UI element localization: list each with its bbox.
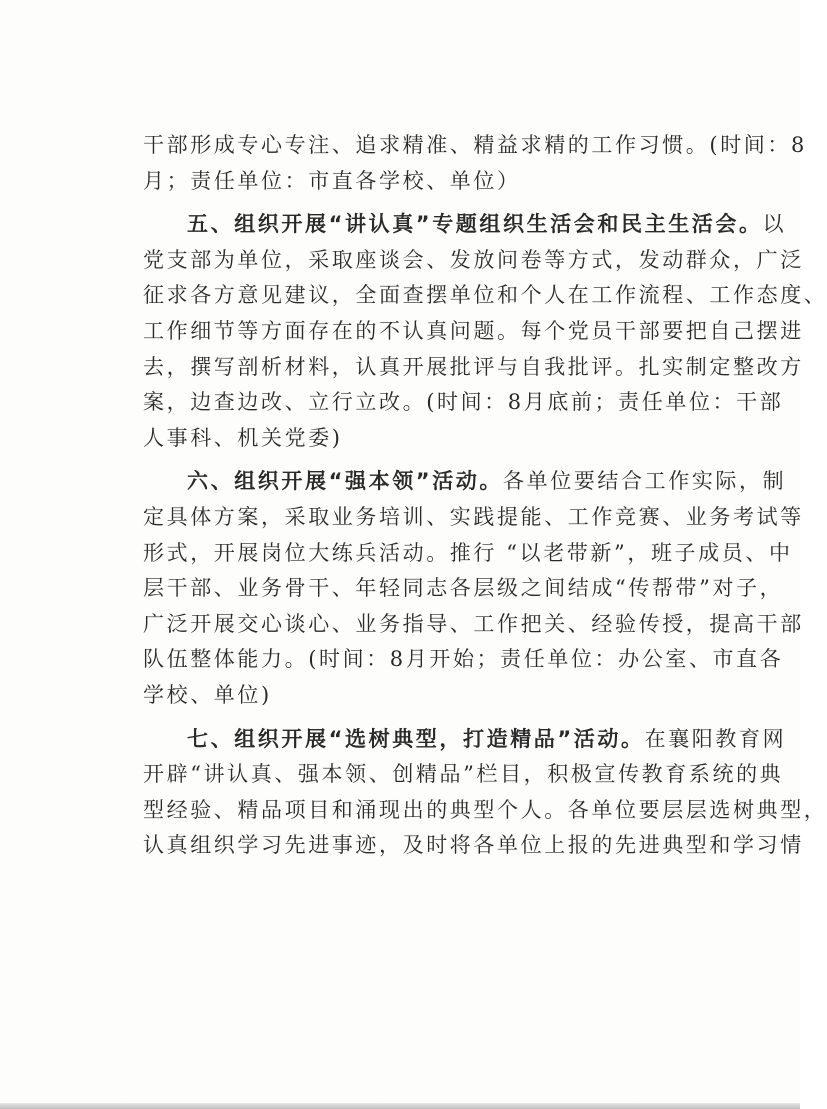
body-line: 型经验、精品项目和涌现出的典型个人。各单位要层层选树典型，	[143, 797, 827, 822]
body-line: 党支部为单位，采取座谈会、发放问卷等方式，发动群众，广泛	[143, 247, 804, 272]
body-line: 干部形成专心专注、追求精准、精益求精的工作习惯。(时间：8	[143, 133, 807, 157]
body-line: 征求各方意见建议，全面查摆单位和个人在工作流程、工作态度、	[143, 283, 827, 308]
body-line: 月；责任单位：市直各学校、单位）	[143, 168, 521, 193]
body-line: 案，边查边改、立行立改。(时间：8月底前；责任单位：干部	[143, 390, 784, 415]
section-six-heading: 六、组织开展“强本领”活动。	[187, 469, 504, 494]
section-seven-heading: 七、组织开展“选树典型，打造精品”活动。	[187, 726, 645, 751]
body-line: 工作细节等方面存在的不认真问题。每个党员干部要把自己摆进	[143, 318, 804, 343]
body-text: 以	[762, 212, 787, 237]
body-line: 人事科、机关党委)	[143, 425, 343, 450]
body-line: 开辟“讲认真、强本领、创精品”栏目，积极宣传教育系统的典	[143, 762, 784, 787]
body-line: 队伍整体能力。(时间：8月开始；责任单位：办公室、市直各	[143, 647, 784, 672]
document-body	[143, 128, 827, 864]
section-five-first-line	[143, 207, 787, 243]
body-line: 认真组织学习先进事迹，及时将各单位上报的先进典型和学习情	[143, 833, 804, 858]
body-text: 在襄阳教育网	[644, 726, 787, 751]
page-bottom-edge	[0, 1103, 800, 1109]
body-line: 层干部、业务骨干、年轻同志各层级之间结成“传帮带”对子，	[143, 576, 784, 601]
section-six-first-line	[143, 464, 787, 500]
body-line: 去，撰写剖析材料，认真开展批评与自我批评。扎实制定整改方	[143, 354, 804, 379]
section-seven-first-line	[143, 722, 787, 758]
section-five-heading: 五、组织开展“讲认真”专题组织生活会和民主生活会。	[187, 212, 763, 237]
body-line: 学校、单位)	[143, 682, 272, 707]
body-line: 定具体方案，采取业务培训、实践提能、工作竞赛、业务考试等	[143, 504, 804, 529]
body-line: 形式，开展岗位大练兵活动。推行 “以老带新”，班子成员、中	[143, 540, 793, 565]
body-text: 各单位要结合工作实际，制	[503, 469, 787, 494]
body-line: 广泛开展交心谈心、业务指导、工作把关、经验传授，提高干部	[143, 611, 804, 636]
